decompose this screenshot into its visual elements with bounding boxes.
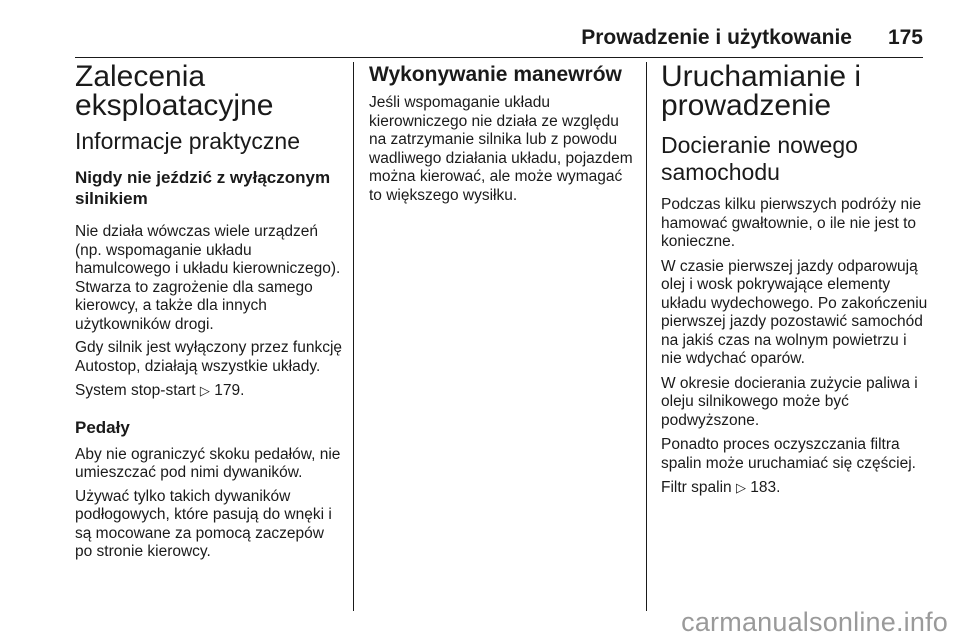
column-2 [369, 62, 637, 205]
reference-page: 179. [214, 382, 245, 399]
paragraph: W czasie pierwszej jazdy odparowują olej i wosk pokrywające elementy układu wydechowego. Po zakończeniu pierwszej jazdy pozostawić samochód na jakiś czas na wolnym powietrzu i nie wdychać oparów. [661, 257, 928, 367]
subsection-title-informacje: Informacje praktyczne [75, 128, 300, 154]
paragraph: Gdy silnik jest wyłączony przez funkcję Autostop, działają wszystkie układy. [75, 339, 343, 375]
paragraph: Nie działa wówczas wiele urządzeń (np. wspomaganie układu hamulcowego i układu kierowniczego). Stwarza to zagrożenie dla samego kierowcy, a także dla innych użytkowników drogi. [75, 223, 341, 333]
column-divider-2 [646, 62, 647, 611]
column-divider-1 [353, 62, 354, 611]
page-ref-arrow-icon: ▷ [735, 480, 746, 495]
header-rule [75, 57, 923, 58]
subsection-title-docieranie: Docieranie nowego samochodu [661, 132, 858, 185]
section-title-uruchamianie: Uruchamianie i prowadzenie [661, 60, 862, 122]
reference-text: Filtr spalin [661, 479, 732, 496]
page-header-title: Prowadzenie i użytkowanie [581, 26, 852, 49]
column-1 [75, 62, 343, 562]
paragraph: Podczas kilku pierwszych podróży nie hamować gwałtownie, o ile nie jest to konieczne. [661, 196, 922, 250]
page-number: 175 [887, 26, 923, 49]
paragraph: W okresie docierania zużycie paliwa i oleju silnikowego może być podwyższone. [661, 374, 918, 429]
paragraph-reference [75, 382, 343, 401]
watermark-text: carmanualsonline.info [681, 607, 948, 637]
paragraph: Aby nie ograniczyć skoku pedałów, nie umieszczać pod nimi dywaników. [75, 445, 341, 481]
heading-pedaly: Pedały [75, 417, 130, 437]
reference-page: 183. [750, 479, 781, 496]
paragraph: Ponadto proces oczyszczania filtra spalin może uruchamiać się częściej. [661, 436, 916, 472]
heading-nigdy-nie-jezdzic: Nigdy nie jeździć z wyłączonym silnikiem [75, 168, 331, 208]
paragraph: Jeśli wspomaganie układu kierowniczego nie działa ze względu na zatrzymanie silnika lub z powodu wadliwego działania układu, pojazdem można kierować, ale może wymagać to większego wysiłku. [369, 94, 633, 204]
page-header [0, 26, 923, 50]
heading-wykonywanie-manewrow: Wykonywanie manewrów [369, 63, 622, 86]
page-ref-arrow-icon: ▷ [199, 383, 210, 398]
column-3 [661, 62, 929, 498]
section-title-zalecenia: Zalecenia eksploatacyjne [75, 60, 274, 122]
reference-text: System stop-start [75, 382, 196, 399]
paragraph: Używać tylko takich dywaników podłogowych, które pasują do wnęki i są mocowane za pomocą zaczepów po stronie kierowcy. [75, 487, 332, 560]
paragraph-reference [661, 479, 929, 498]
